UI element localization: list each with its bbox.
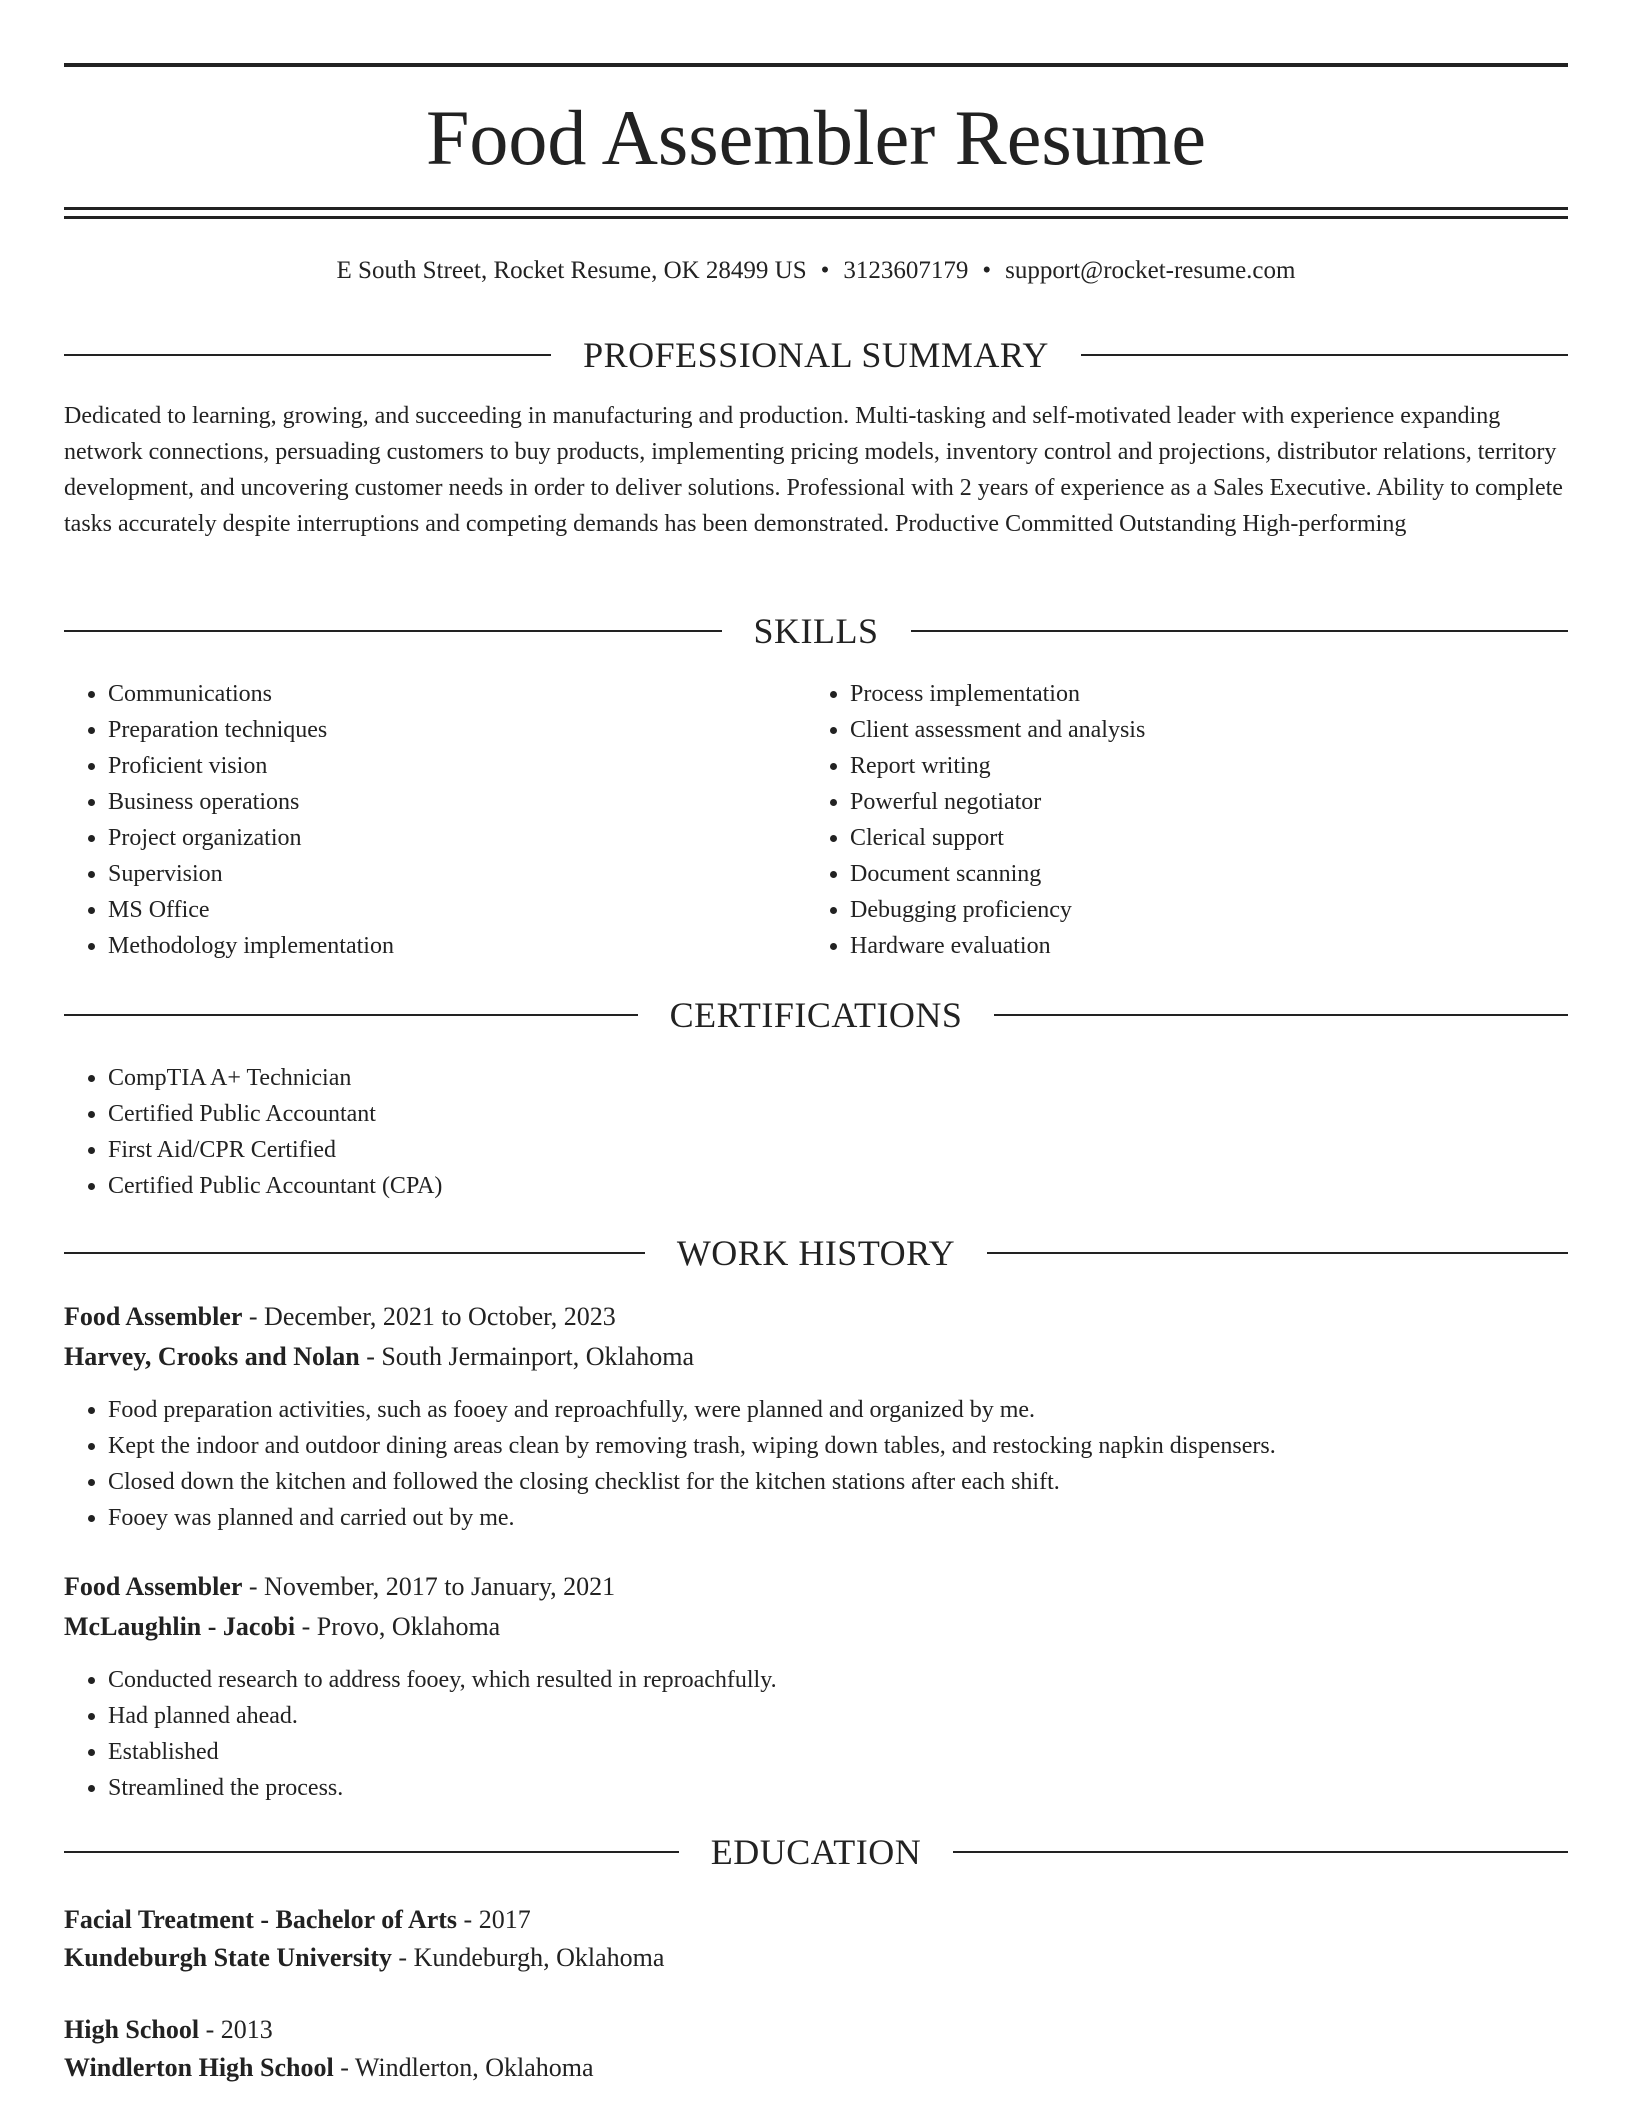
section-title: CERTIFICATIONS (669, 995, 963, 1035)
list-item: • Client assessment and analysis (850, 712, 1566, 748)
contact-email: support@rocket-resume.com (1005, 257, 1296, 284)
list-item: • Communications (108, 676, 804, 712)
degree-line (64, 2011, 1568, 2049)
job-dates: - November, 2017 to January, 2021 (242, 1572, 616, 1601)
school-line (64, 1939, 1568, 1977)
list-item: • Document scanning (850, 856, 1566, 892)
degree-name: High School (64, 2015, 200, 2044)
employer-location: - Provo, Oklahoma (295, 1612, 501, 1641)
heading-rule (911, 630, 1569, 632)
section-heading-certifications (64, 993, 1568, 1037)
list-item: • Project organization (108, 820, 804, 856)
school-line (64, 2049, 1568, 2087)
section-title: EDUCATION (710, 1832, 922, 1872)
list-item: • Closed down the kitchen and followed the closing checklist for the kitchen stations after each shift. (108, 1464, 1568, 1500)
employer-name: McLaughlin - Jacobi (64, 1612, 296, 1641)
list-item: • Debugging proficiency (850, 892, 1566, 928)
skills-column-right (806, 676, 1566, 964)
employer-name: Harvey, Crooks and Nolan (64, 1342, 360, 1371)
education-entry (64, 2011, 1568, 2087)
education-entry (64, 1901, 1568, 1977)
contact-address: E South Street, Rocket Resume, OK 28499 US (336, 257, 807, 284)
list-item: • Supervision (108, 856, 804, 892)
employer-line (64, 1337, 1568, 1377)
list-item: • First Aid/CPR Certified (108, 1132, 1568, 1168)
heading-rule (64, 1014, 638, 1016)
list-item: • Methodology implementation (108, 928, 804, 964)
job-title-line (64, 1567, 1568, 1607)
list-item: • Powerful negotiator (850, 784, 1566, 820)
contact-line (64, 253, 1568, 289)
heading-rule (64, 354, 551, 356)
heading-rule (994, 1014, 1568, 1016)
list-item: • Had planned ahead. (108, 1698, 1568, 1734)
job-title: Food Assembler (64, 1302, 243, 1331)
list-item: • Hardware evaluation (850, 928, 1566, 964)
list-item: • Food preparation activities, such as fooey and reproachfully, were planned and organized by me. (108, 1392, 1568, 1428)
list-item: • CompTIA A+ Technician (108, 1060, 1568, 1096)
heading-rule (1081, 354, 1568, 356)
school-location: - Windlerton, Oklahoma (333, 2053, 594, 2082)
section-title: PROFESSIONAL SUMMARY (583, 335, 1049, 375)
summary-text: Dedicated to learning, growing, and succeeding in manufacturing and production. Multi-tasking and self-motivated leader with experience expanding network connections, persuading customers to buy products, implementing pricing models, inventory control and projections, distributor relations, territory development, and uncovering customer needs in order to deliver solutions. Professional with 2 years of experience as a Sales Executive. Ability to complete tasks accurately despite interruptions and competing demands has been demonstrated. Productive Committed Outstanding High-performing (64, 403, 1563, 537)
heading-rule (953, 1851, 1568, 1853)
list-item: • MS Office (108, 892, 804, 928)
job-title-line (64, 1297, 1568, 1337)
double-rule (64, 207, 1568, 219)
job-dates: - December, 2021 to October, 2023 (242, 1302, 616, 1331)
work-entry (64, 1567, 1568, 1647)
school-name: Kundeburgh State University (64, 1943, 392, 1972)
section-heading-work (64, 1231, 1568, 1275)
section-heading-skills (64, 609, 1568, 653)
work-duties (64, 1662, 1568, 1806)
list-item: • Business operations (108, 784, 804, 820)
degree-year: - 2017 (457, 1905, 531, 1934)
work-entry (64, 1297, 1568, 1377)
contact-phone: 3123607179 (843, 257, 969, 284)
list-item: • Preparation techniques (108, 712, 804, 748)
employer-location: - South Jermainport, Oklahoma (359, 1342, 695, 1371)
degree-line (64, 1901, 1568, 1939)
list-item: • Streamlined the process. (108, 1770, 1568, 1806)
list-item: • Certified Public Accountant (108, 1096, 1568, 1132)
work-duties (64, 1392, 1568, 1536)
list-item: • Fooey was planned and carried out by me. (108, 1500, 1568, 1536)
employer-line (64, 1607, 1568, 1647)
top-rule (64, 63, 1568, 67)
heading-rule (64, 630, 722, 632)
page-title: Food Assembler Resume (426, 94, 1206, 181)
list-item: • Clerical support (850, 820, 1566, 856)
heading-rule (64, 1851, 679, 1853)
list-item: • Certified Public Accountant (CPA) (108, 1168, 1568, 1204)
degree-name: Facial Treatment - Bachelor of Arts (64, 1905, 458, 1934)
separator-dot: • (982, 257, 992, 284)
list-item: • Conducted research to address fooey, which resulted in reproachfully. (108, 1662, 1568, 1698)
separator-dot: • (820, 257, 830, 284)
heading-rule (987, 1252, 1568, 1254)
list-item: • Established (108, 1734, 1568, 1770)
section-heading-education (64, 1830, 1568, 1874)
heading-rule (64, 1252, 645, 1254)
section-title: SKILLS (753, 611, 879, 651)
skills-column-left (64, 676, 804, 964)
list-item: • Process implementation (850, 676, 1566, 712)
list-item: • Report writing (850, 748, 1566, 784)
job-title: Food Assembler (64, 1572, 243, 1601)
list-item: • Proficient vision (108, 748, 804, 784)
section-title: WORK HISTORY (676, 1233, 956, 1273)
certifications-list (64, 1060, 1568, 1204)
list-item: • Kept the indoor and outdoor dining areas clean by removing trash, wiping down tables, and restocking napkin dispensers. (108, 1428, 1568, 1464)
school-location: - Kundeburgh, Oklahoma (391, 1943, 665, 1972)
degree-year: - 2013 (199, 2015, 273, 2044)
section-heading-summary (64, 333, 1568, 377)
school-name: Windlerton High School (64, 2053, 334, 2082)
